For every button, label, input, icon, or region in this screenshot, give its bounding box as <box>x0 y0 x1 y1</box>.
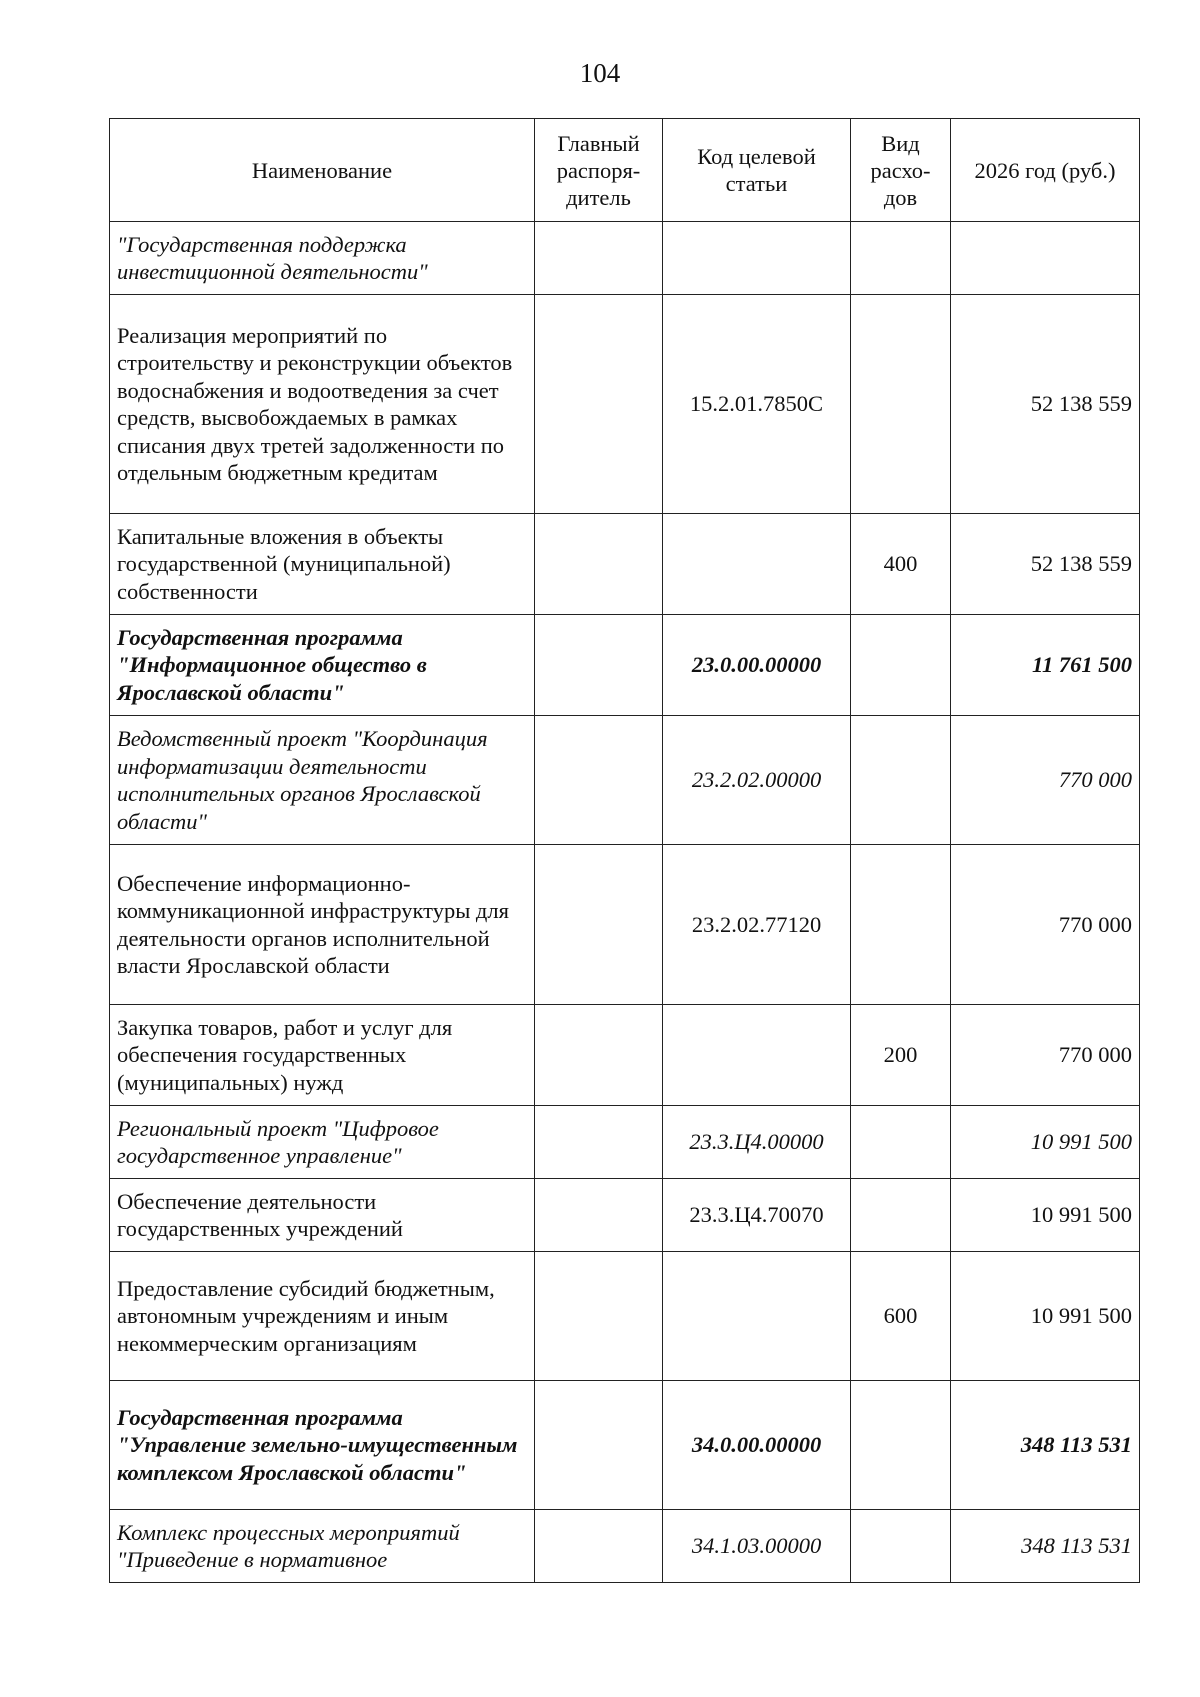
row-main-manager-cell <box>535 295 663 514</box>
table-row <box>110 615 1140 716</box>
row-amount-cell: 52 138 559 <box>951 514 1140 615</box>
row-amount-cell: 770 000 <box>951 1005 1140 1106</box>
row-name-cell: Закупка товаров, работ и услуг для обеспечения государственных (муниципальных) нужд <box>110 1005 535 1106</box>
table-row <box>110 1179 1140 1252</box>
row-name-cell: Региональный проект "Цифровое государственное управление" <box>110 1106 535 1179</box>
row-expense-type-cell <box>851 1106 951 1179</box>
row-amount-cell: 770 000 <box>951 716 1140 845</box>
row-amount-cell: 52 138 559 <box>951 295 1140 514</box>
row-target-code-cell <box>663 222 851 295</box>
row-target-code-cell: 23.0.00.00000 <box>663 615 851 716</box>
row-expense-type-cell <box>851 1381 951 1510</box>
table-row <box>110 1510 1140 1583</box>
row-amount-cell: 11 761 500 <box>951 615 1140 716</box>
header-main-manager: Главный распоря-дитель <box>535 119 663 222</box>
header-target-code: Код целевой статьи <box>663 119 851 222</box>
budget-table <box>109 118 1140 1583</box>
row-name-cell: Обеспечение деятельности государственных учреждений <box>110 1179 535 1252</box>
table-row <box>110 1106 1140 1179</box>
row-target-code-cell: 15.2.01.7850С <box>663 295 851 514</box>
row-expense-type-cell <box>851 716 951 845</box>
row-expense-type-cell <box>851 295 951 514</box>
table-row <box>110 845 1140 1005</box>
row-name-cell: Государственная программа "Управление земельно-имущественным комплексом Ярославской области" <box>110 1381 535 1510</box>
table-row <box>110 1252 1140 1381</box>
table-body <box>110 222 1140 1583</box>
page-number: 104 <box>579 58 621 88</box>
row-expense-type-cell <box>851 222 951 295</box>
row-amount-cell: 10 991 500 <box>951 1106 1140 1179</box>
row-target-code-cell <box>663 514 851 615</box>
row-amount-cell: 10 991 500 <box>951 1179 1140 1252</box>
row-amount-cell: 348 113 531 <box>951 1381 1140 1510</box>
row-name-cell: Предоставление субсидий бюджетным, автономным учреждениям и иным некоммерческим организациям <box>110 1252 535 1381</box>
row-target-code-cell: 23.3.Ц4.70070 <box>663 1179 851 1252</box>
row-main-manager-cell <box>535 514 663 615</box>
table-header-row <box>110 119 1140 222</box>
row-name-cell: Обеспечение информационно-коммуникационной инфраструктуры для деятельности органов исполнительной власти Ярославской области <box>110 845 535 1005</box>
table-row <box>110 716 1140 845</box>
row-expense-type-cell <box>851 845 951 1005</box>
row-name-cell: Комплекс процессных мероприятий "Приведение в нормативное <box>110 1510 535 1583</box>
row-target-code-cell: 23.2.02.77120 <box>663 845 851 1005</box>
row-expense-type-cell: 600 <box>851 1252 951 1381</box>
table-row <box>110 295 1140 514</box>
row-main-manager-cell <box>535 615 663 716</box>
table-row <box>110 514 1140 615</box>
row-main-manager-cell <box>535 1381 663 1510</box>
row-target-code-cell: 34.1.03.00000 <box>663 1510 851 1583</box>
row-name-cell: Ведомственный проект "Координация информатизации деятельности исполнительных органов Ярославской области" <box>110 716 535 845</box>
row-expense-type-cell <box>851 1510 951 1583</box>
table-row <box>110 222 1140 295</box>
row-amount-cell: 770 000 <box>951 845 1140 1005</box>
row-main-manager-cell <box>535 716 663 845</box>
row-target-code-cell <box>663 1252 851 1381</box>
header-name: Наименование <box>110 119 535 222</box>
row-name-cell: Государственная программа "Информационное общество в Ярославской области" <box>110 615 535 716</box>
row-main-manager-cell <box>535 1252 663 1381</box>
row-amount-cell: 10 991 500 <box>951 1252 1140 1381</box>
row-main-manager-cell <box>535 1179 663 1252</box>
row-name-cell: Капитальные вложения в объекты государственной (муниципальной) собственности <box>110 514 535 615</box>
row-main-manager-cell <box>535 222 663 295</box>
table-row <box>110 1005 1140 1106</box>
row-name-cell: Реализация мероприятий по строительству и реконструкции объектов водоснабжения и водоотведения за счет средств, высвобождаемых в рамках списания двух третей задолженности по отдельным бюджетным кредитам <box>110 295 535 514</box>
row-amount-cell <box>951 222 1140 295</box>
header-year: 2026 год (руб.) <box>951 119 1140 222</box>
row-expense-type-cell <box>851 1179 951 1252</box>
row-name-cell: "Государственная поддержка инвестиционной деятельности" <box>110 222 535 295</box>
row-main-manager-cell <box>535 1510 663 1583</box>
row-expense-type-cell: 200 <box>851 1005 951 1106</box>
table-row <box>110 1381 1140 1510</box>
row-target-code-cell: 23.2.02.00000 <box>663 716 851 845</box>
row-target-code-cell: 34.0.00.00000 <box>663 1381 851 1510</box>
row-expense-type-cell: 400 <box>851 514 951 615</box>
row-target-code-cell <box>663 1005 851 1106</box>
header-expense-type: Вид расхо-дов <box>851 119 951 222</box>
row-main-manager-cell <box>535 1005 663 1106</box>
row-expense-type-cell <box>851 615 951 716</box>
row-amount-cell: 348 113 531 <box>951 1510 1140 1583</box>
row-target-code-cell: 23.3.Ц4.00000 <box>663 1106 851 1179</box>
row-main-manager-cell <box>535 1106 663 1179</box>
row-main-manager-cell <box>535 845 663 1005</box>
